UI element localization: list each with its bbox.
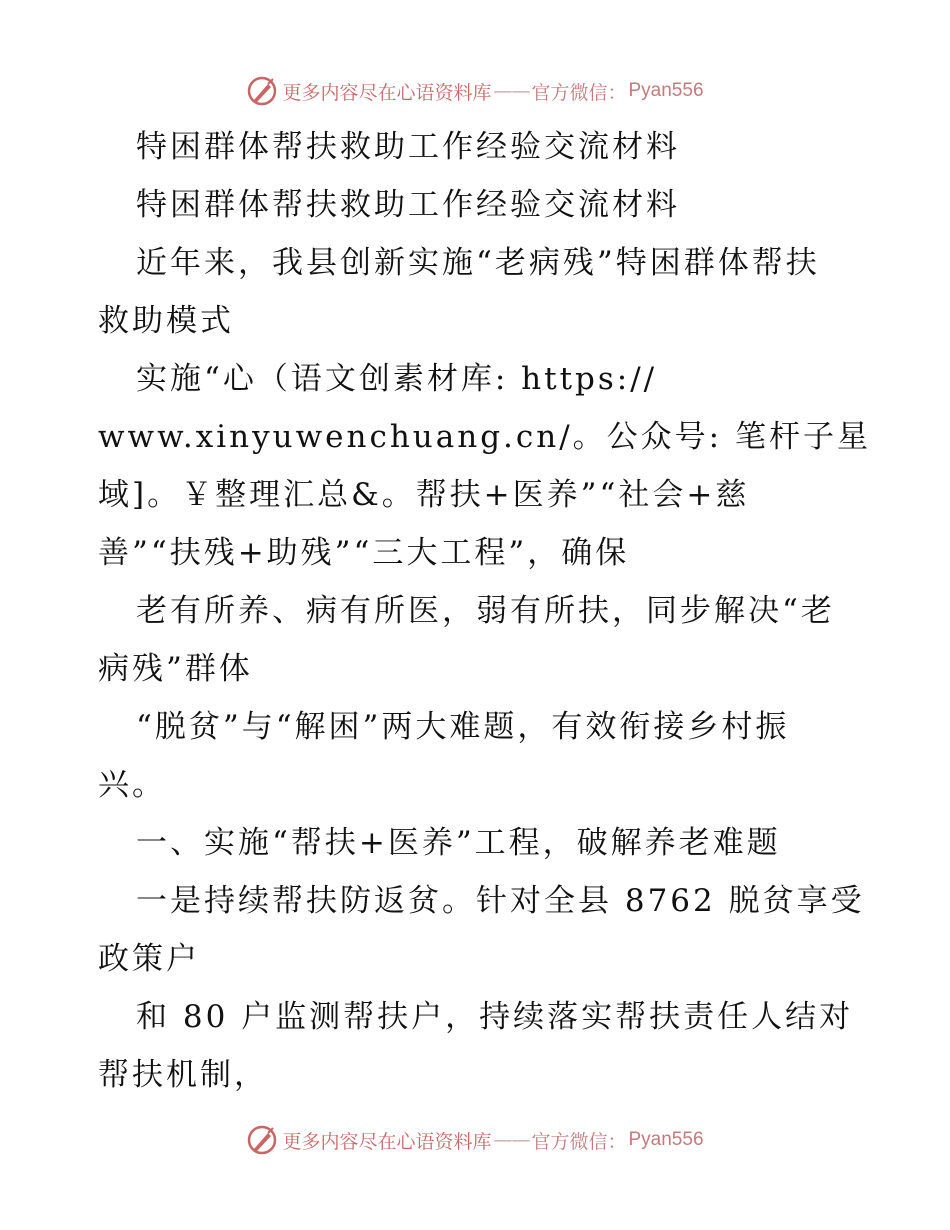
- watermark-official: 官方微信：: [531, 1130, 627, 1153]
- paragraph-line: 一是持续帮扶防返贫。针对全县 8762 脱贫享受: [136, 883, 865, 919]
- paragraph-line: 善”“扶残+助残”“三大工程”，确保: [98, 535, 630, 571]
- watermark-handle: Pyan556: [628, 1129, 704, 1150]
- paragraph-line: 实施“心（语文创素材库: https://: [136, 361, 658, 397]
- paragraph-line: “脱贫”与“解困”两大难题，有效衔接乡村振: [136, 709, 790, 745]
- paragraph-line: 病残”群体: [98, 651, 253, 687]
- paragraph-line: 老有所养、病有所医，弱有所扶，同步解决“老: [136, 593, 835, 629]
- watermark-header: [0, 71, 950, 111]
- doc-title-repeat: 特困群体帮扶救助工作经验交流材料: [136, 187, 680, 223]
- quill-pen-circle-icon: [246, 1124, 278, 1156]
- watermark-dash: ——: [493, 1129, 530, 1151]
- watermark-brand: 更多内容尽在心语资料库: [282, 1130, 492, 1153]
- paragraph-line: 兴。: [98, 767, 166, 803]
- watermark-handle: Pyan556: [628, 80, 704, 101]
- watermark-dash: ——: [493, 80, 530, 102]
- paragraph-line: www.xinyuwenchuang.cn/。公众号: 笔杆子星: [98, 419, 871, 455]
- doc-title: 特困群体帮扶救助工作经验交流材料: [136, 129, 680, 165]
- paragraph-line: 政策户: [98, 941, 200, 977]
- paragraph-line: 帮扶机制，: [98, 1057, 268, 1093]
- watermark-footer: [0, 1120, 950, 1160]
- watermark-official: 官方微信：: [531, 81, 627, 104]
- quill-pen-circle-icon: [246, 75, 278, 107]
- section-heading: 一、实施“帮扶+医养”工程，破解养老难题: [136, 825, 781, 861]
- paragraph-line: 域]。￥整理汇总&。帮扶+医养”“社会+慈: [98, 477, 750, 513]
- document-body: [98, 118, 871, 1104]
- watermark-brand: 更多内容尽在心语资料库: [282, 81, 492, 104]
- paragraph-line: 救助模式: [98, 303, 234, 339]
- paragraph-line: 和 80 户监测帮扶户，持续落实帮扶责任人结对: [136, 999, 854, 1035]
- paragraph-line: 近年来，我县创新实施“老病残”特困群体帮扶: [136, 245, 820, 281]
